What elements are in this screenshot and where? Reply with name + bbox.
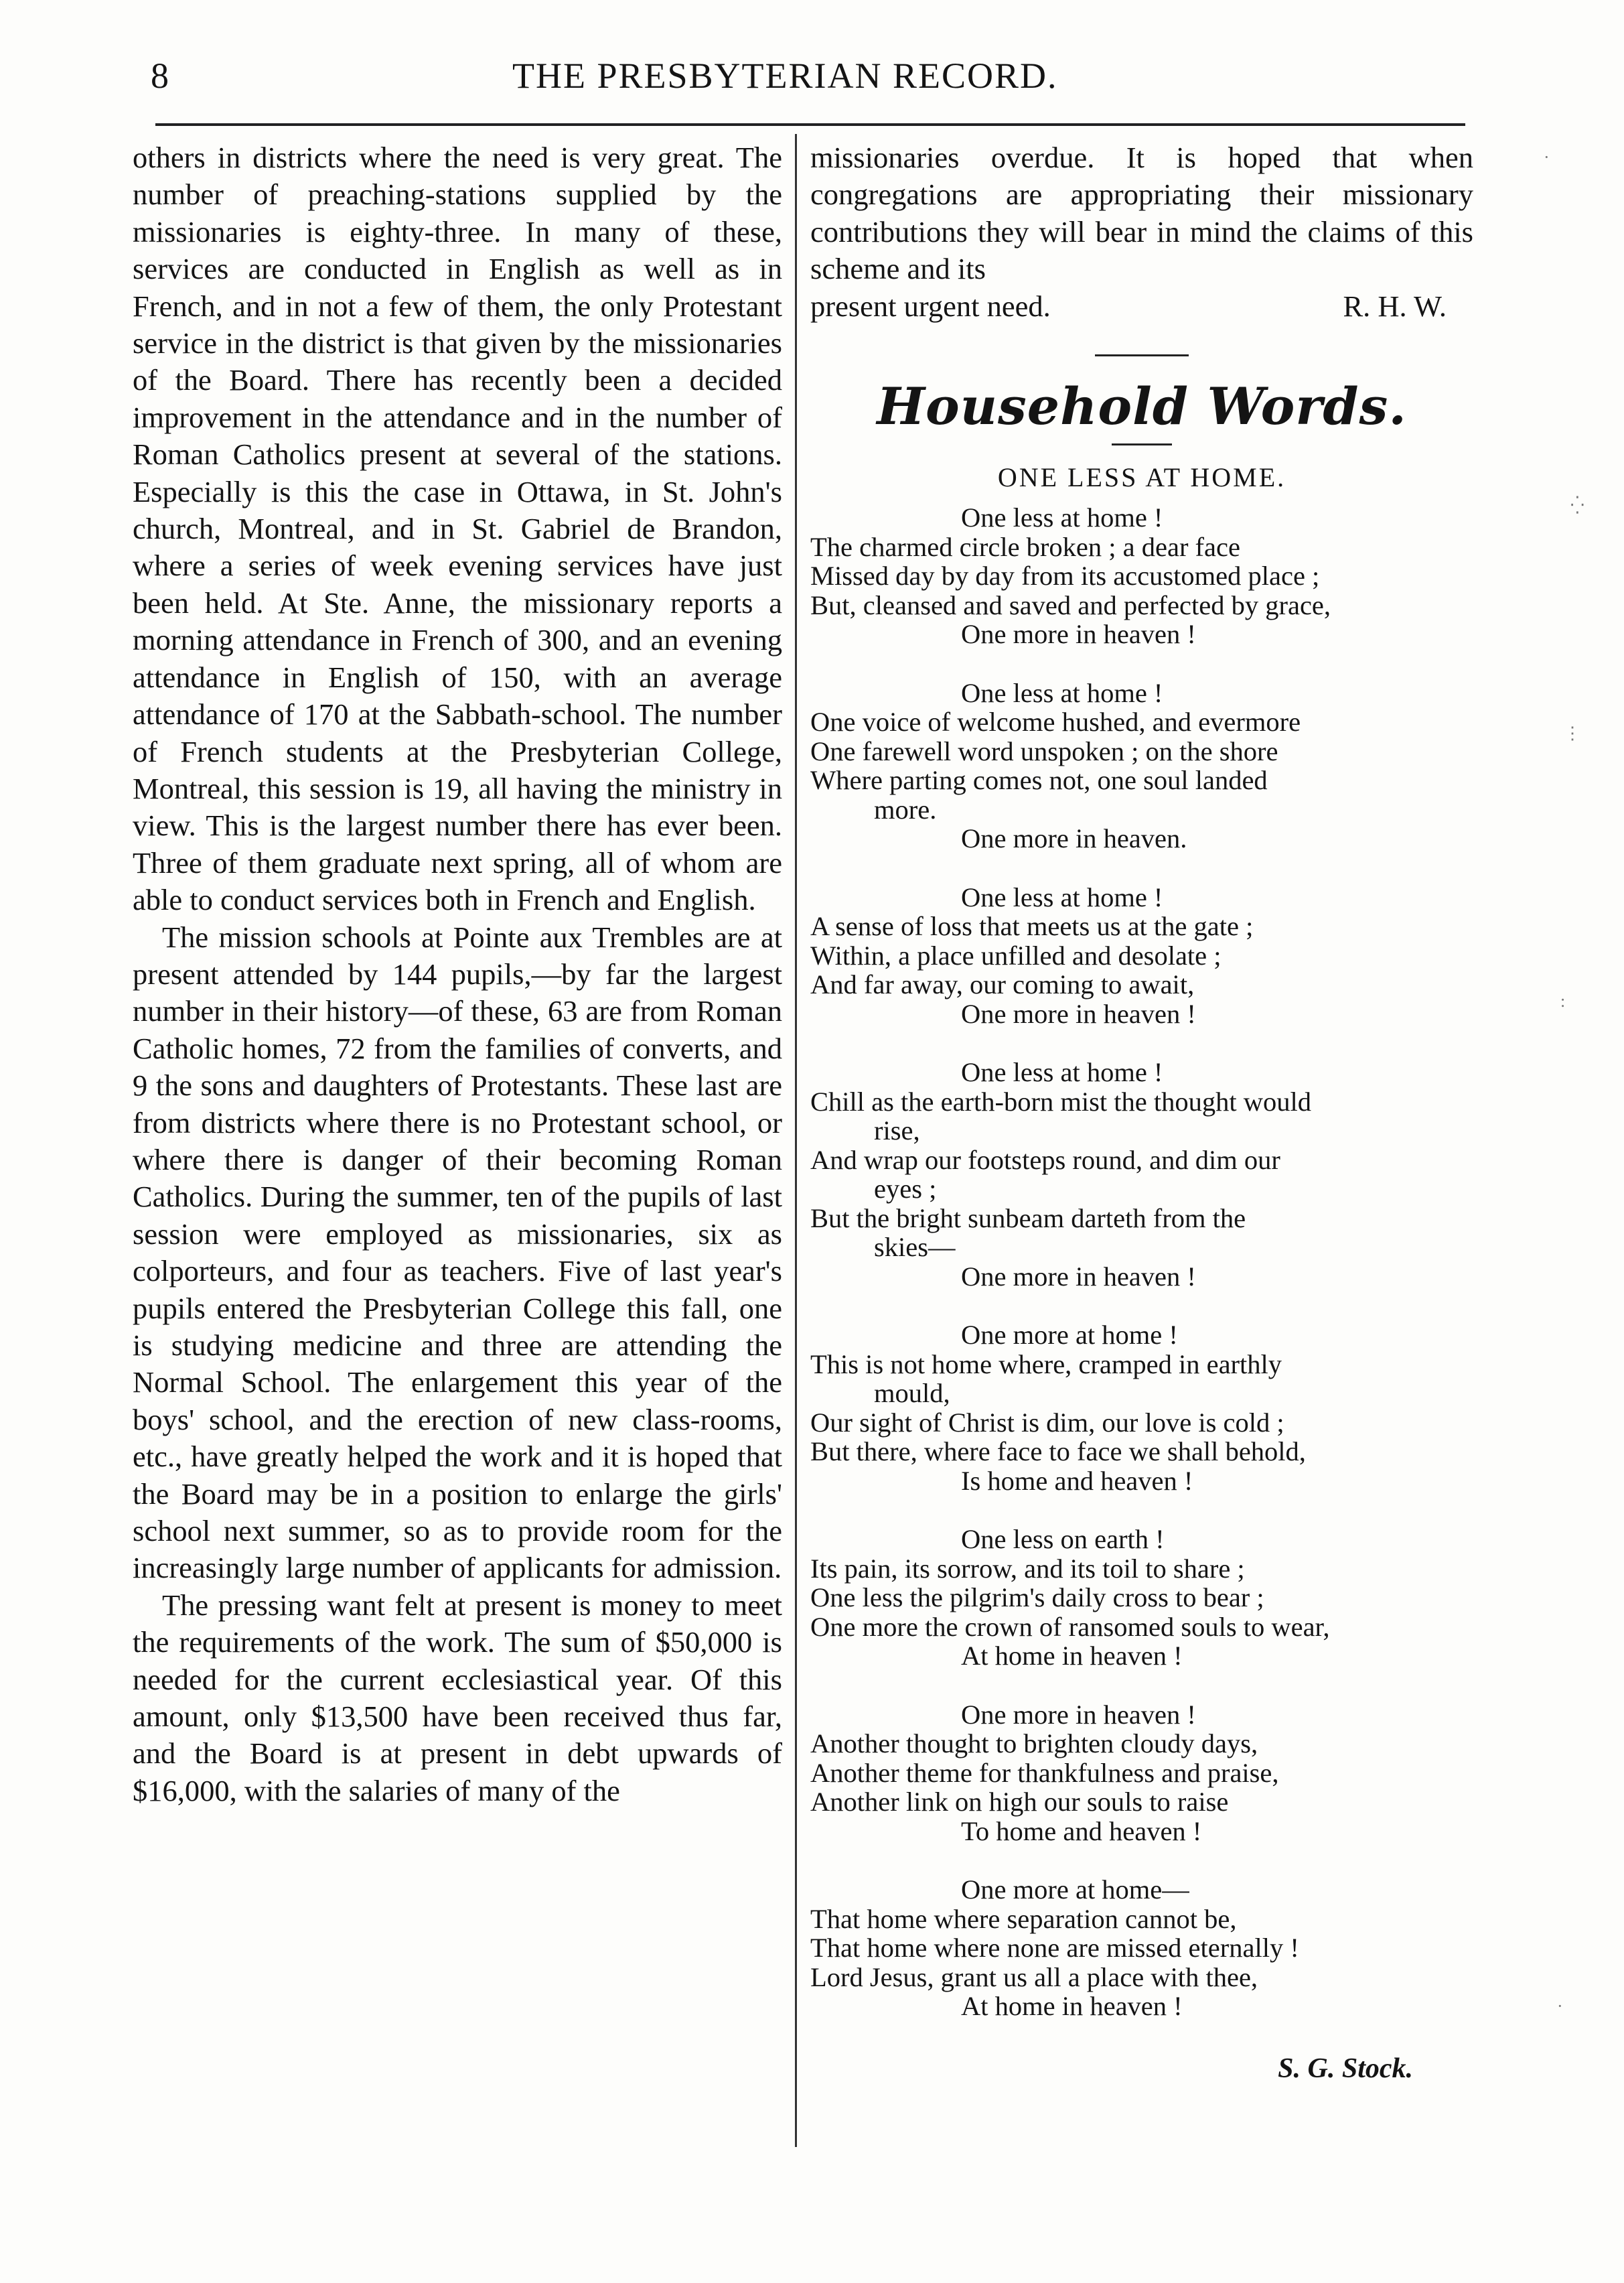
poem-line: One more in heaven ! bbox=[961, 1699, 1196, 1730]
poem-line: One more in heaven. bbox=[961, 823, 1187, 854]
left-paragraph-1: others in districts where the need is very great. The number of preaching-stations supplied by the missionaries is eighty-three. In many of these, services are conducted in English as well as in French, and in not a few of them, the only Protestant service in the district is that given by the missionaries of the Board. There has recently been a decided improvement in the attendance and in the number of Roman Catholics present at several of the stations. Especially is this the case in Ottawa, in St. John's church, Montreal, and in St. Gabriel de Brandon, where a series of week evening services have just been held. At Ste. Anne, the missionary reports a morning attendance in French of 300, and an evening attendance in English of 150, with an average attendance of 170 at the Sabbath-school. The number of French students at the Presbyterian College, Montreal, this session is 19, all having the ministry in view. This is the largest number there has ever been. Three of them graduate next spring, all of whom are able to conduct services both in French and English. bbox=[133, 141, 782, 917]
poem-line: One less at home ! bbox=[961, 1057, 1163, 1088]
poem-signature: S. G. Stock. bbox=[1278, 2053, 1413, 2084]
poem-line: One farewell word unspoken ; on the shore bbox=[810, 736, 1278, 766]
poem-line: rise, bbox=[874, 1115, 920, 1146]
header-rule bbox=[155, 123, 1465, 126]
poem-line: One voice of welcome hushed, and evermore bbox=[810, 707, 1301, 738]
left-paragraph-3: The pressing want felt at present is money to meet the requirements of the work. The sum of $50,000 is needed for the current ecclesiastical year. Of this amount, only $13,500 have been received thus far, and the Board is at present in debt upwards of $16,000, with the salaries of many of the bbox=[133, 1588, 782, 1807]
poem-line: But, cleansed and saved and perfected by grace, bbox=[810, 590, 1331, 620]
margin-specks: · ⁛ ⋮ : · bbox=[1544, 147, 1584, 2016]
poem-line: Missed day by day from its accustomed place ; bbox=[810, 561, 1320, 592]
poem-stanza bbox=[810, 503, 1473, 649]
poem-line: A sense of loss that meets us at the gate ; bbox=[810, 911, 1254, 942]
poem-line: At home in heaven ! bbox=[961, 1991, 1183, 2022]
continuation-last-line: present urgent need. bbox=[810, 289, 1051, 323]
poem-line: Is home and heaven ! bbox=[961, 1465, 1193, 1496]
poem-line: Its pain, its sorrow, and its toil to share ; bbox=[810, 1553, 1245, 1584]
poem-line: One less at home ! bbox=[961, 882, 1163, 912]
page-number: 8 bbox=[151, 56, 169, 96]
poem-line: Our sight of Christ is dim, our love is cold ; bbox=[810, 1407, 1284, 1438]
poem-line: Lord Jesus, grant us all a place with thee, bbox=[810, 1961, 1258, 1992]
poem-line: mould, bbox=[874, 1378, 950, 1409]
poem-stanza bbox=[810, 1058, 1473, 1291]
continuation-paragraph: missionaries overdue. It is hoped that when congregations are appropriating their missionary contributions they will bear in mind the claims of this scheme and its bbox=[810, 141, 1473, 286]
poem-line: One less at home ! bbox=[961, 502, 1163, 533]
poem-line: That home where none are missed eternally ! bbox=[810, 1933, 1299, 1963]
poem-stanza bbox=[810, 1875, 1473, 2021]
poem-line: One more at home— bbox=[961, 1874, 1189, 1905]
running-title: THE PRESBYTERIAN RECORD. bbox=[512, 56, 1058, 96]
poem-line: skies— bbox=[874, 1232, 956, 1263]
poem-line: One more at home ! bbox=[961, 1320, 1178, 1351]
poem-line: That home where separation cannot be, bbox=[810, 1903, 1237, 1934]
poem-stanza bbox=[810, 679, 1473, 853]
poem-line: One less on earth ! bbox=[961, 1524, 1165, 1555]
poem-line: Another thought to brighten cloudy days, bbox=[810, 1728, 1258, 1759]
continuation-closing bbox=[810, 288, 1473, 325]
left-column bbox=[133, 139, 782, 1809]
poem-line: Within, a place unfilled and desolate ; bbox=[810, 940, 1222, 971]
poem-line: This is not home where, cramped in earthly bbox=[810, 1348, 1282, 1379]
poem-line: One less the pilgrim's daily cross to bear ; bbox=[810, 1582, 1264, 1613]
poem-line: But the bright sunbeam darteth from the bbox=[810, 1202, 1246, 1233]
poem-line: The charmed circle broken ; a dear face bbox=[810, 531, 1240, 562]
poem-line: One more in heaven ! bbox=[961, 998, 1196, 1029]
poem-line: To home and heaven ! bbox=[961, 1815, 1202, 1846]
column-divider bbox=[795, 134, 797, 2147]
poem-stanza bbox=[810, 1525, 1473, 1671]
poem-line: Where parting comes not, one soul landed bbox=[810, 765, 1268, 796]
poem-line: At home in heaven ! bbox=[961, 1641, 1183, 1671]
poem-line: One more the crown of ransomed souls to wear, bbox=[810, 1611, 1330, 1642]
poem-stanza bbox=[810, 1700, 1473, 1846]
poem-line: One less at home ! bbox=[961, 677, 1163, 708]
poem-line: Chill as the earth-born mist the thought would bbox=[810, 1086, 1312, 1117]
poem-line: eyes ; bbox=[874, 1174, 937, 1204]
poem-line: But there, where face to face we shall behold, bbox=[810, 1436, 1306, 1467]
poem bbox=[810, 503, 1473, 2021]
poem-line: And wrap our footsteps round, and dim our bbox=[810, 1144, 1280, 1175]
poem-line: Another theme for thankfulness and praise, bbox=[810, 1757, 1279, 1788]
left-paragraph-2: The mission schools at Pointe aux Trembles are at present attended by 144 pupils,—by far the largest number in their history—of these, 63 are from Roman Catholic homes, 72 from the families of converts, and 9 the sons and daughters of Protestants. These last are from districts where there is no Protestant school, or where there is danger of their becoming Roman Catholics. During the summer, ten of the pupils of last session were employed as missionaries, six as colporteurs, and four as teachers. Five of last year's pupils entered the Presbyterian College this fall, one is studying medicine and three are attending the Normal School. The enlargement this year of the boys' school, and the erection of new class-rooms, etc., have greatly helped the work and it is hoped that the Board may be in a position to enlarge the girls' school next summer, so as to provide room for the increasingly large number of applicants for admission. bbox=[133, 920, 782, 1585]
author-initials: R. H. W. bbox=[1343, 289, 1447, 323]
poem-stanza bbox=[810, 1320, 1473, 1495]
page-header bbox=[151, 55, 1469, 102]
poem-line: And far away, our coming to await, bbox=[810, 969, 1195, 1000]
poem-title: ONE LESS AT HOME. bbox=[997, 462, 1286, 493]
poem-line: more. bbox=[874, 794, 937, 825]
poem-line: One more in heaven ! bbox=[961, 619, 1196, 650]
right-column bbox=[810, 139, 1473, 2087]
poem-line: Another link on high our souls to raise bbox=[810, 1787, 1229, 1817]
poem-line: One more in heaven ! bbox=[961, 1261, 1196, 1292]
section-heading: Household Words. bbox=[877, 376, 1407, 437]
poem-stanza bbox=[810, 883, 1473, 1029]
